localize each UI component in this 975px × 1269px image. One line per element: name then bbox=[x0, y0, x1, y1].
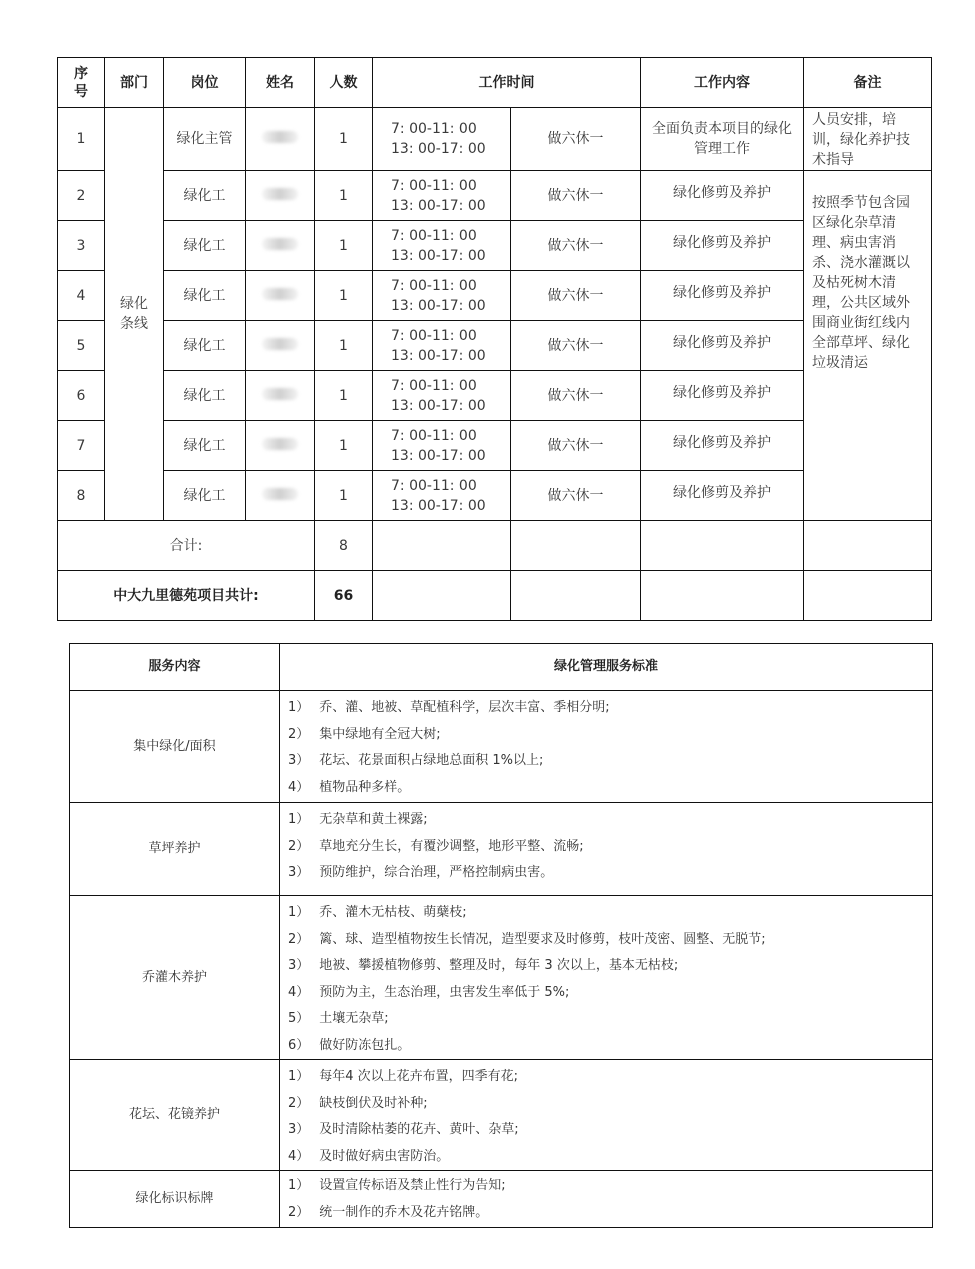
item-text: 篱、球、造型植物按生长情况，造型要求及时修剪，枝叶茂密、圆整、无脱节; bbox=[319, 931, 766, 947]
empty-cell bbox=[373, 521, 511, 571]
service-name: 乔灌木养护 bbox=[70, 896, 280, 1060]
empty-cell bbox=[641, 571, 804, 621]
header-service: 服务内容 bbox=[70, 644, 280, 691]
total-value: 66 bbox=[315, 571, 373, 621]
time-morning: 7: 00-11: 00 bbox=[391, 427, 477, 444]
subtotal-value: 8 bbox=[315, 521, 373, 571]
service-name: 花坛、花镜养护 bbox=[70, 1060, 280, 1171]
standard-item bbox=[288, 900, 932, 927]
standards-table bbox=[69, 643, 933, 1228]
header-standard: 绿化管理服务标准 bbox=[280, 644, 933, 691]
item-number: 1） bbox=[288, 700, 310, 715]
row-index: 4 bbox=[58, 271, 105, 321]
row-schedule: 做六休一 bbox=[511, 321, 641, 371]
row-count: 1 bbox=[315, 221, 373, 271]
item-text: 及时清除枯萎的花卉、黄叶、杂草; bbox=[319, 1122, 519, 1137]
item-number: 4） bbox=[288, 779, 310, 795]
redacted-name bbox=[262, 131, 298, 143]
row-count: 1 bbox=[315, 108, 373, 171]
standard-item bbox=[288, 927, 932, 954]
service-name: 集中绿化/面积 bbox=[70, 691, 280, 803]
row-index: 5 bbox=[58, 321, 105, 371]
dept-cell bbox=[105, 108, 164, 521]
time-afternoon: 13: 00-17: 00 bbox=[391, 397, 486, 414]
staff-row bbox=[58, 221, 932, 271]
time-morning: 7: 00-11: 00 bbox=[391, 277, 477, 294]
staff-row bbox=[58, 371, 932, 421]
row-position: 绿化主管 bbox=[164, 108, 246, 171]
time-afternoon: 13: 00-17: 00 bbox=[391, 247, 486, 264]
row-work-time bbox=[373, 321, 511, 371]
staff-row bbox=[58, 171, 932, 221]
item-text: 预防为主，生态治理，虫害发生率低于 5%; bbox=[319, 984, 570, 1000]
time-afternoon: 13: 00-17: 00 bbox=[391, 347, 486, 364]
item-text: 乔、灌、地被、草配植科学，层次丰富、季相分明; bbox=[319, 700, 610, 715]
row-content: 绿化修剪及养护 bbox=[641, 221, 804, 271]
standard-item bbox=[288, 1173, 932, 1200]
row-count: 1 bbox=[315, 371, 373, 421]
row-index: 1 bbox=[58, 108, 105, 171]
row-content: 绿化修剪及养护 bbox=[641, 271, 804, 321]
item-text: 及时做好病虫害防治。 bbox=[319, 1148, 450, 1164]
redacted-name bbox=[262, 388, 298, 400]
row-content: 绿化修剪及养护 bbox=[641, 471, 804, 521]
standard-section-row bbox=[70, 691, 933, 803]
row-index: 2 bbox=[58, 171, 105, 221]
item-number: 1） bbox=[288, 1069, 310, 1084]
row-name-redacted bbox=[246, 421, 315, 471]
empty-cell bbox=[511, 571, 641, 621]
item-text: 缺枝倒伏及时补种; bbox=[319, 1095, 428, 1111]
item-number: 3） bbox=[288, 753, 310, 768]
row-name-redacted bbox=[246, 321, 315, 371]
standards-header-row bbox=[70, 644, 933, 691]
staff-row bbox=[58, 471, 932, 521]
row-index: 6 bbox=[58, 371, 105, 421]
standard-items bbox=[280, 896, 933, 1060]
redacted-name bbox=[262, 438, 298, 450]
header-row bbox=[58, 58, 932, 108]
service-name: 绿化标识标牌 bbox=[70, 1171, 280, 1228]
row-name-redacted bbox=[246, 371, 315, 421]
standard-item bbox=[288, 1006, 932, 1033]
item-text: 土壤无杂草; bbox=[319, 1011, 389, 1026]
time-afternoon: 13: 00-17: 00 bbox=[391, 297, 486, 314]
header-dept: 部门 bbox=[105, 58, 164, 108]
item-text: 乔、灌木无枯枝、萌蘖枝; bbox=[319, 905, 467, 920]
row-position: 绿化工 bbox=[164, 221, 246, 271]
service-name: 草坪养护 bbox=[70, 803, 280, 896]
row-work-time bbox=[373, 271, 511, 321]
row-schedule: 做六休一 bbox=[511, 471, 641, 521]
time-afternoon: 13: 00-17: 00 bbox=[391, 197, 486, 214]
redacted-name bbox=[262, 338, 298, 350]
row-schedule: 做六休一 bbox=[511, 421, 641, 471]
item-number: 5） bbox=[288, 1011, 310, 1026]
standard-items bbox=[280, 803, 933, 896]
row-work-time bbox=[373, 221, 511, 271]
redacted-name bbox=[262, 238, 298, 250]
item-number: 4） bbox=[288, 984, 310, 1000]
row-schedule: 做六休一 bbox=[511, 371, 641, 421]
header-count: 人数 bbox=[315, 58, 373, 108]
row-index: 3 bbox=[58, 221, 105, 271]
standard-item bbox=[288, 695, 932, 722]
row-position: 绿化工 bbox=[164, 321, 246, 371]
row-work-time bbox=[373, 108, 511, 171]
item-number: 2） bbox=[288, 838, 310, 854]
total-label: 中大九里德苑项目共计: bbox=[58, 571, 315, 621]
item-text: 预防维护，综合治理，严格控制病虫害。 bbox=[319, 865, 554, 880]
staff-row bbox=[58, 108, 932, 171]
remark-supervisor: 人员安排，培训，绿化养护技术指导 bbox=[804, 108, 932, 171]
time-morning: 7: 00-11: 00 bbox=[391, 177, 477, 194]
standard-section-row bbox=[70, 1171, 933, 1228]
standard-section-row bbox=[70, 803, 933, 896]
row-count: 1 bbox=[315, 421, 373, 471]
item-number: 1） bbox=[288, 1178, 310, 1193]
item-number: 2） bbox=[288, 1095, 310, 1111]
item-number: 2） bbox=[288, 931, 310, 947]
standard-section-row bbox=[70, 1060, 933, 1171]
row-content: 绿化修剪及养护 bbox=[641, 421, 804, 471]
empty-cell bbox=[511, 521, 641, 571]
standard-item bbox=[288, 775, 932, 802]
row-position: 绿化工 bbox=[164, 421, 246, 471]
item-number: 3） bbox=[288, 1122, 310, 1137]
item-text: 植物品种多样。 bbox=[319, 779, 411, 795]
item-text: 统一制作的乔木及花卉铭牌。 bbox=[319, 1204, 489, 1220]
row-work-time bbox=[373, 471, 511, 521]
redacted-name bbox=[262, 288, 298, 300]
row-position: 绿化工 bbox=[164, 471, 246, 521]
empty-cell bbox=[804, 571, 932, 621]
redacted-name bbox=[262, 188, 298, 200]
subtotal-row bbox=[58, 521, 932, 571]
row-content: 全面负责本项目的绿化管理工作 bbox=[641, 108, 804, 171]
item-text: 做好防冻包扎。 bbox=[319, 1037, 411, 1053]
item-number: 2） bbox=[288, 726, 310, 742]
staff-row bbox=[58, 321, 932, 371]
standard-item bbox=[288, 860, 932, 887]
row-position: 绿化工 bbox=[164, 371, 246, 421]
row-name-redacted bbox=[246, 171, 315, 221]
staff-table bbox=[57, 57, 932, 621]
row-name-redacted bbox=[246, 471, 315, 521]
time-morning: 7: 00-11: 00 bbox=[391, 327, 477, 344]
standard-item bbox=[288, 1144, 932, 1171]
item-text: 设置宣传标语及禁止性行为告知; bbox=[319, 1178, 506, 1193]
redacted-name bbox=[262, 488, 298, 500]
header-name: 姓名 bbox=[246, 58, 315, 108]
row-schedule: 做六休一 bbox=[511, 108, 641, 171]
row-count: 1 bbox=[315, 321, 373, 371]
standard-item bbox=[288, 748, 932, 775]
row-content: 绿化修剪及养护 bbox=[641, 321, 804, 371]
item-number: 3） bbox=[288, 958, 310, 973]
row-schedule: 做六休一 bbox=[511, 221, 641, 271]
empty-cell bbox=[641, 521, 804, 571]
item-number: 3） bbox=[288, 865, 310, 880]
item-number: 1） bbox=[288, 905, 310, 920]
standard-section-row bbox=[70, 896, 933, 1060]
item-number: 1） bbox=[288, 812, 310, 827]
time-morning: 7: 00-11: 00 bbox=[391, 121, 477, 137]
row-name-redacted bbox=[246, 108, 315, 171]
item-number: 6） bbox=[288, 1037, 310, 1053]
standard-items bbox=[280, 691, 933, 803]
item-text: 集中绿地有全冠大树; bbox=[319, 726, 441, 742]
standard-item bbox=[288, 980, 932, 1007]
item-text: 花坛、花景面积占绿地总面积 1%以上; bbox=[319, 753, 544, 768]
header-work-content: 工作内容 bbox=[641, 58, 804, 108]
item-number: 2） bbox=[288, 1204, 310, 1220]
header-remarks: 备注 bbox=[804, 58, 932, 108]
time-morning: 7: 00-11: 00 bbox=[391, 477, 477, 494]
staff-row bbox=[58, 421, 932, 471]
standard-item bbox=[288, 807, 932, 834]
row-position: 绿化工 bbox=[164, 271, 246, 321]
row-count: 1 bbox=[315, 271, 373, 321]
time-afternoon: 13: 00-17: 00 bbox=[391, 141, 486, 157]
standard-item bbox=[288, 1064, 932, 1091]
total-row bbox=[58, 571, 932, 621]
row-content: 绿化修剪及养护 bbox=[641, 371, 804, 421]
staff-row bbox=[58, 271, 932, 321]
row-schedule: 做六休一 bbox=[511, 171, 641, 221]
standard-item bbox=[288, 834, 932, 861]
time-morning: 7: 00-11: 00 bbox=[391, 377, 477, 394]
standard-item bbox=[288, 722, 932, 749]
row-work-time bbox=[373, 171, 511, 221]
standard-item bbox=[288, 1200, 932, 1227]
row-name-redacted bbox=[246, 221, 315, 271]
item-text: 无杂草和黄土裸露; bbox=[319, 812, 428, 827]
row-name-redacted bbox=[246, 271, 315, 321]
row-count: 1 bbox=[315, 171, 373, 221]
empty-cell bbox=[804, 521, 932, 571]
dept-label: 绿化条线 bbox=[120, 296, 148, 332]
row-count: 1 bbox=[315, 471, 373, 521]
subtotal-label: 合计: bbox=[58, 521, 315, 571]
empty-cell bbox=[373, 571, 511, 621]
row-schedule: 做六休一 bbox=[511, 271, 641, 321]
row-index: 8 bbox=[58, 471, 105, 521]
standard-items bbox=[280, 1171, 933, 1228]
header-index: 序号 bbox=[58, 58, 105, 108]
standard-items bbox=[280, 1060, 933, 1171]
standard-item bbox=[288, 1091, 932, 1118]
time-afternoon: 13: 00-17: 00 bbox=[391, 447, 486, 464]
row-work-time bbox=[373, 371, 511, 421]
item-text: 每年4 次以上花卉布置，四季有花; bbox=[319, 1069, 519, 1084]
time-morning: 7: 00-11: 00 bbox=[391, 227, 477, 244]
item-text: 草地充分生长，有覆沙调整，地形平整、流畅; bbox=[319, 838, 584, 854]
item-text: 地被、攀援植物修剪、整理及时，每年 3 次以上，基本无枯枝; bbox=[319, 958, 679, 973]
row-position: 绿化工 bbox=[164, 171, 246, 221]
remark-workers: 按照季节包含园区绿化杂草清理、病虫害消杀、浇水灌溉以及枯死树木清理，公共区域外围商业街红线内全部草坪、绿化垃圾清运 bbox=[804, 171, 932, 521]
item-number: 4） bbox=[288, 1148, 310, 1164]
row-content: 绿化修剪及养护 bbox=[641, 171, 804, 221]
row-work-time bbox=[373, 421, 511, 471]
time-afternoon: 13: 00-17: 00 bbox=[391, 497, 486, 514]
standard-item bbox=[288, 1117, 932, 1144]
standard-item bbox=[288, 1033, 932, 1060]
header-work-time: 工作时间 bbox=[373, 58, 641, 108]
standard-item bbox=[288, 953, 932, 980]
row-index: 7 bbox=[58, 421, 105, 471]
header-position: 岗位 bbox=[164, 58, 246, 108]
